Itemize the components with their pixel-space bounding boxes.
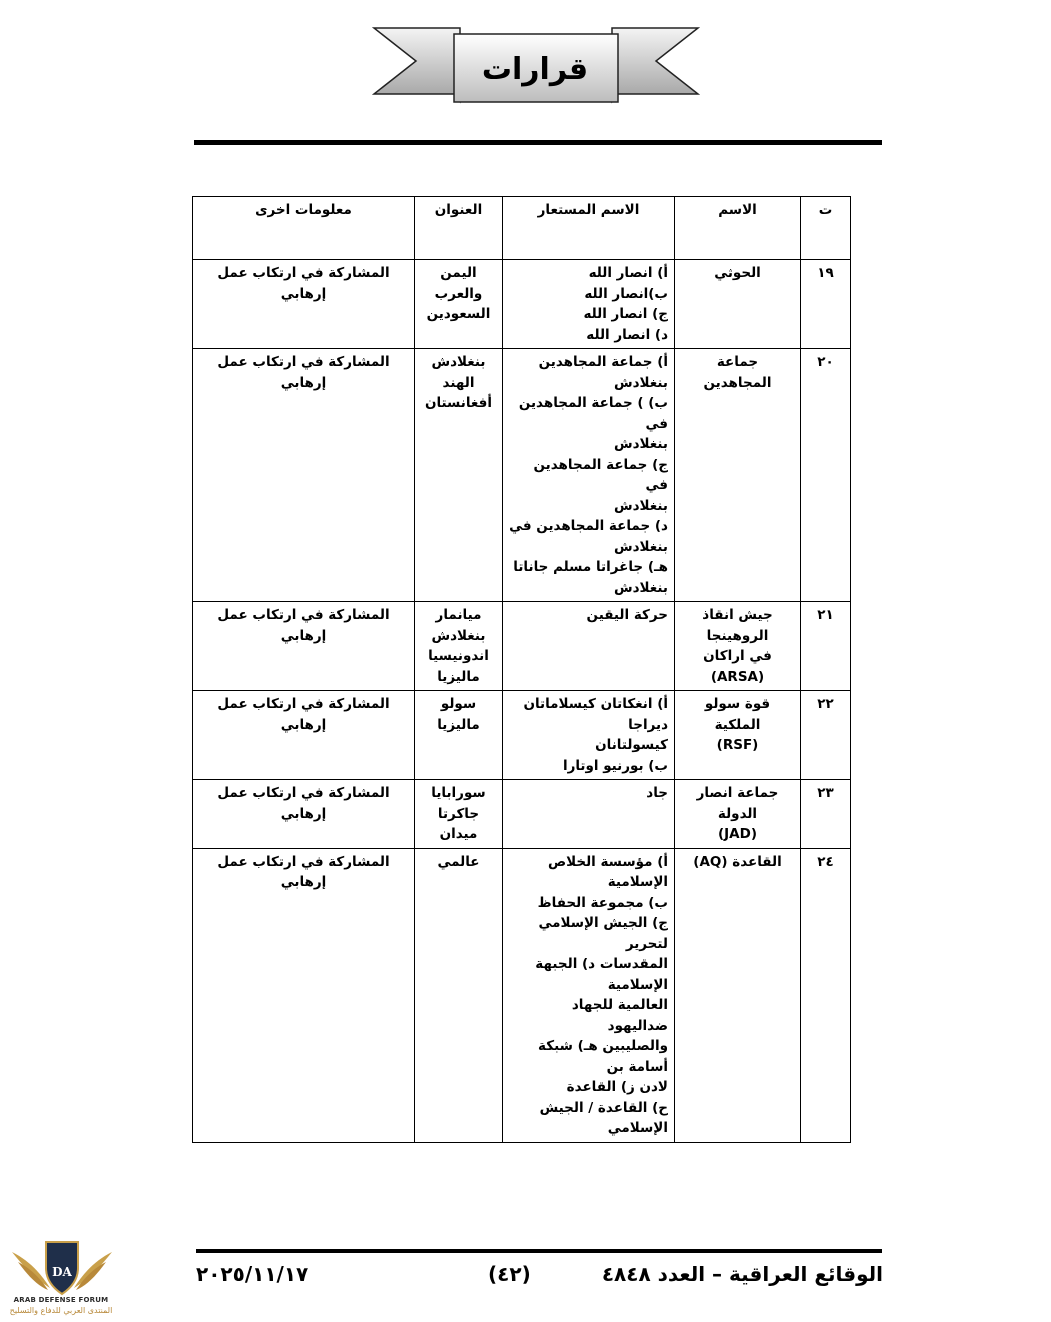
other-info-text: المشاركة في ارتكاب عمل إرهابي (217, 696, 390, 733)
page-number: (٤٢) (488, 1262, 531, 1286)
alias-line: أ) جماعة المجاهدين بنغلادش (538, 354, 668, 391)
entity-name-line: قوة سولو الملكية (704, 696, 771, 733)
table-row (193, 780, 851, 849)
alias-line: بنغلادش (613, 436, 668, 452)
row-number-cell (801, 260, 851, 349)
table-row (193, 691, 851, 780)
logo-monogram: DA (52, 1265, 72, 1279)
alias-line: والصليبين هـ) شبكة أسامة بن (538, 1038, 668, 1075)
alias-line: بنغلادش (613, 497, 668, 514)
other-info-cell (193, 780, 415, 849)
entity-name-cell (675, 349, 801, 602)
table-row (193, 260, 851, 349)
alias-line: جاد (646, 785, 668, 801)
address-line: ميدان (439, 826, 478, 842)
address-line: اليمن (440, 265, 477, 281)
other-info-cell (193, 602, 415, 691)
row-number-cell (801, 349, 851, 602)
address-cell (415, 848, 503, 1142)
alias-line: أ) انغكاتان كيسلاماتان ديراجا (523, 696, 668, 733)
table-row (193, 602, 851, 691)
alias-line: بنغلادش (613, 579, 668, 596)
issue-date: ٢٠٢٥/١١/١٧ (196, 1262, 309, 1286)
entity-name-line: جماعة انصار الدولة (696, 785, 779, 822)
table-row (193, 848, 851, 1142)
alias-line: د) انصار الله (586, 326, 668, 343)
row-number: ٢٤ (817, 853, 834, 870)
alias-cell (503, 780, 675, 849)
address-cell (415, 260, 503, 349)
other-info-cell (193, 848, 415, 1142)
table-header-row (193, 197, 851, 260)
entity-name-cell (675, 602, 801, 691)
table-row (193, 349, 851, 602)
alias-cell (503, 260, 675, 349)
column-header-name: الاسم (675, 197, 801, 260)
other-info-text: المشاركة في ارتكاب عمل إرهابي (217, 265, 390, 302)
other-info-text: المشاركة في ارتكاب عمل إرهابي (217, 853, 390, 890)
address-line: سولو (440, 696, 477, 712)
alias-line: أ) مؤسسة الخلاص الإسلامية (547, 853, 668, 890)
other-info-cell (193, 691, 415, 780)
row-number-cell (801, 691, 851, 780)
entity-name-line: القاعدة (AQ) (693, 853, 782, 870)
row-number: ٢١ (817, 607, 834, 623)
entity-name-line: في اراكان (ARSA) (703, 648, 772, 685)
alias-cell (503, 602, 675, 691)
address-cell (415, 780, 503, 849)
alias-cell (503, 691, 675, 780)
address-cell (415, 691, 503, 780)
address-line: جاكرتا (437, 805, 480, 822)
address-line: ميانمار (435, 607, 482, 623)
entity-name-cell (675, 691, 801, 780)
address-line: بنغلادش (431, 627, 486, 644)
column-header-number: ت (801, 197, 851, 260)
alias-line: لادن ز) القاعدة (566, 1079, 668, 1095)
entity-name-cell (675, 260, 801, 349)
alias-line: ج) جماعة المجاهدين في (533, 456, 668, 493)
entity-name-line: (RSF) (716, 737, 759, 753)
entity-name-line: جيش انقاذ الروهينجا (702, 607, 773, 644)
other-info-cell (193, 349, 415, 602)
table-body (193, 260, 851, 1143)
other-info-text: المشاركة في ارتكاب عمل إرهابي (217, 607, 390, 644)
entity-name-line: الحوثي (714, 265, 761, 281)
alias-line: ب)انصار الله (584, 285, 668, 302)
alias-line: المقدسات د) الجبهة الإسلامية (535, 956, 668, 993)
entity-name-line: (JAD) (717, 826, 758, 842)
column-header-alias: الاسم المستعار (503, 197, 675, 260)
alias-line: كيسولتانان (595, 737, 668, 753)
alias-line: ب) مجموعة الحفاظ (537, 894, 668, 911)
row-number-cell (801, 780, 851, 849)
address-line: سورابايا (431, 785, 486, 801)
alias-line: ج) انصار الله (583, 306, 668, 322)
alias-cell (503, 848, 675, 1142)
alias-cell (503, 349, 675, 602)
column-header-other-info: معلومات اخرى (193, 197, 415, 260)
address-line: الهند (442, 374, 475, 391)
address-line: ماليزيا (437, 668, 480, 685)
address-line: اندونيسيا (428, 648, 489, 664)
alias-line: ب) ) جماعة المجاهدين في (518, 395, 668, 432)
address-line: السعودين (426, 306, 491, 322)
other-info-cell (193, 260, 415, 349)
alias-line: حركة اليقين (586, 607, 668, 623)
address-cell (415, 349, 503, 602)
alias-line: ح) القاعدة / الجيش الإسلامي (539, 1099, 668, 1136)
footer-divider (196, 1249, 882, 1253)
other-info-text: المشاركة في ارتكاب عمل إرهابي (217, 785, 390, 822)
row-number: ١٩ (817, 265, 834, 281)
address-line: عالمي (437, 853, 480, 870)
address-line: والعرب (434, 285, 483, 302)
logo-text-arabic: المنتدى العربي للدفاع والتسليح (9, 1306, 113, 1315)
entity-name-cell (675, 848, 801, 1142)
header-divider (194, 140, 882, 145)
row-number-cell (801, 848, 851, 1142)
alias-line: ب) بورنيو اوتارا (562, 757, 668, 774)
publication-name: الوقائع العراقية – العدد ٤٨٤٨ (601, 1262, 883, 1286)
row-number: ٢٢ (817, 696, 834, 712)
page-title: قرارات (481, 51, 589, 87)
designations-table (192, 196, 851, 1143)
other-info-text: المشاركة في ارتكاب عمل إرهابي (217, 354, 390, 391)
address-cell (415, 602, 503, 691)
alias-line: د) جماعة المجاهدين في (509, 518, 668, 534)
alias-line: أ) انصار الله (588, 265, 668, 281)
alias-line: هـ) جاغراتا مسلم جاناتا (513, 559, 668, 575)
alias-line: العالمية للجهاد ضداليهود (571, 997, 668, 1034)
row-number-cell (801, 602, 851, 691)
logo-text-english: ARAB DEFENSE FORUM (13, 1296, 109, 1304)
address-line: أفغانستان (424, 395, 493, 411)
alias-line: ج) الجيش الإسلامي لتحرير (538, 915, 668, 952)
address-line: بنغلادش (431, 354, 486, 370)
row-number: ٢٠ (817, 354, 834, 370)
row-number: ٢٣ (817, 785, 834, 801)
entity-name-cell (675, 780, 801, 849)
address-line: ماليزيا (437, 716, 480, 733)
entity-name-line: جماعة المجاهدين (703, 354, 772, 391)
column-header-address: العنوان (415, 197, 503, 260)
alias-line: بنغلادش (613, 538, 668, 555)
